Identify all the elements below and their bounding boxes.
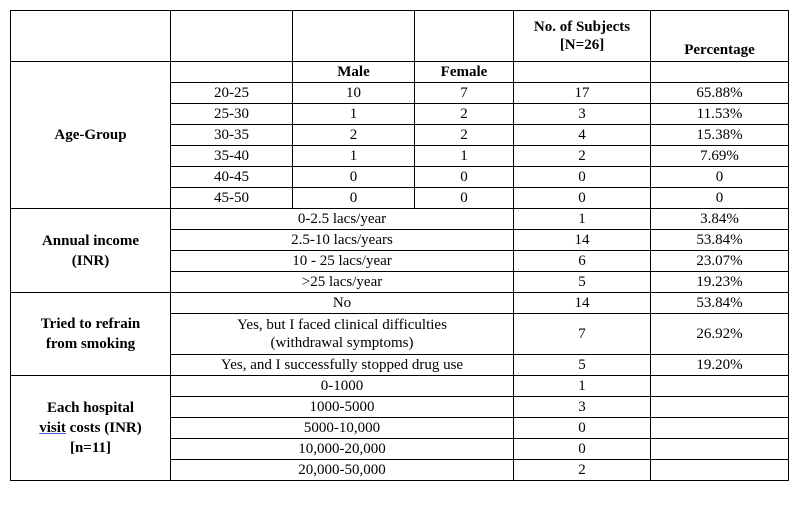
percentage-value: 15.38%: [651, 125, 789, 146]
subjects-count: 1: [514, 376, 651, 397]
age-range: 20-25: [171, 83, 293, 104]
data-table: [10, 10, 789, 481]
subjects-count: 14: [514, 230, 651, 251]
income-range: >25 lacs/year: [171, 272, 514, 293]
percentage-value: [651, 460, 789, 481]
percentage-value: 65.88%: [651, 83, 789, 104]
cost-range: 10,000-20,000: [171, 439, 514, 460]
empty-header-cell: [415, 11, 514, 62]
subjects-count: 5: [514, 272, 651, 293]
hospital-label-line2-rest: costs (INR): [65, 420, 142, 436]
percentage-value: 0: [651, 167, 789, 188]
female-header: Female: [415, 62, 514, 83]
income-range: 10 - 25 lacs/year: [171, 251, 514, 272]
female-count: 0: [415, 188, 514, 209]
subjects-count: 3: [514, 397, 651, 418]
empty-cell: [514, 62, 651, 83]
percentage-value: [651, 418, 789, 439]
female-count: 2: [415, 104, 514, 125]
subjects-count: 5: [514, 355, 651, 376]
table-row: [11, 376, 789, 397]
gender-subheader-row: [11, 62, 789, 83]
age-range: 35-40: [171, 146, 293, 167]
refrain-label: [11, 293, 171, 376]
percentage-value: 19.23%: [651, 272, 789, 293]
percentage-value: 0: [651, 188, 789, 209]
percentage-value: 19.20%: [651, 355, 789, 376]
percentage-header: Percentage: [651, 11, 789, 62]
annual-income-label-line2: (INR): [71, 252, 110, 269]
percentage-value: 11.53%: [651, 104, 789, 125]
refrain-label-line1: Tried to refrain: [40, 316, 141, 332]
percentage-value: [651, 439, 789, 460]
female-count: 2: [415, 125, 514, 146]
hospital-label-line3: [n=11]: [69, 440, 112, 456]
cost-range: 20,000-50,000: [171, 460, 514, 481]
male-count: 0: [293, 167, 415, 188]
income-range: 2.5-10 lacs/years: [171, 230, 514, 251]
subjects-count: 2: [514, 146, 651, 167]
empty-header-cell: [293, 11, 415, 62]
percentage-value: 26.92%: [651, 314, 789, 355]
age-range: 45-50: [171, 188, 293, 209]
percentage-value: 3.84%: [651, 209, 789, 230]
percentage-value: 53.84%: [651, 230, 789, 251]
subjects-header: No. of Subjects [N=26]: [514, 11, 651, 62]
hospital-label-line1: Each hospital: [46, 400, 135, 416]
percentage-value: 53.84%: [651, 293, 789, 314]
visit-word: visit: [39, 420, 66, 436]
subjects-count: 2: [514, 460, 651, 481]
percentage-value: 7.69%: [651, 146, 789, 167]
age-range: 25-30: [171, 104, 293, 125]
hospital-label-line2: [15, 418, 166, 438]
table-row: [11, 209, 789, 230]
header-row: [11, 11, 789, 62]
percentage-value: [651, 397, 789, 418]
subjects-count: 6: [514, 251, 651, 272]
percentage-value: 23.07%: [651, 251, 789, 272]
female-count: 7: [415, 83, 514, 104]
hospital-cost-label: [11, 376, 171, 481]
income-range: 0-2.5 lacs/year: [171, 209, 514, 230]
age-range: 40-45: [171, 167, 293, 188]
annual-income-label-line1: Annual income: [41, 232, 140, 249]
subjects-count: 0: [514, 167, 651, 188]
female-count: 0: [415, 167, 514, 188]
subjects-count: 14: [514, 293, 651, 314]
annual-income-label: [11, 209, 171, 293]
subjects-count: 17: [514, 83, 651, 104]
male-header: Male: [293, 62, 415, 83]
male-count: 10: [293, 83, 415, 104]
subjects-count: 1: [514, 209, 651, 230]
table-row: [11, 293, 789, 314]
male-count: 2: [293, 125, 415, 146]
subjects-count: 0: [514, 439, 651, 460]
cost-range: 5000-10,000: [171, 418, 514, 439]
empty-header-cell: [11, 11, 171, 62]
age-range: 30-35: [171, 125, 293, 146]
empty-cell: [651, 62, 789, 83]
refrain-answer: Yes, but I faced clinical difficulties (withdrawal symptoms): [171, 314, 514, 355]
subjects-count: 4: [514, 125, 651, 146]
empty-cell: [171, 62, 293, 83]
percentage-value: [651, 376, 789, 397]
subjects-count: 0: [514, 418, 651, 439]
male-count: 1: [293, 146, 415, 167]
refrain-label-line2: from smoking: [45, 336, 136, 352]
cost-range: 0-1000: [171, 376, 514, 397]
subjects-count: 0: [514, 188, 651, 209]
empty-header-cell: [171, 11, 293, 62]
refrain-answer: Yes, and I successfully stopped drug use: [171, 355, 514, 376]
subjects-count: 3: [514, 104, 651, 125]
male-count: 1: [293, 104, 415, 125]
male-count: 0: [293, 188, 415, 209]
subjects-count: 7: [514, 314, 651, 355]
cost-range: 1000-5000: [171, 397, 514, 418]
refrain-answer: No: [171, 293, 514, 314]
age-group-label: Age-Group: [11, 62, 171, 209]
female-count: 1: [415, 146, 514, 167]
